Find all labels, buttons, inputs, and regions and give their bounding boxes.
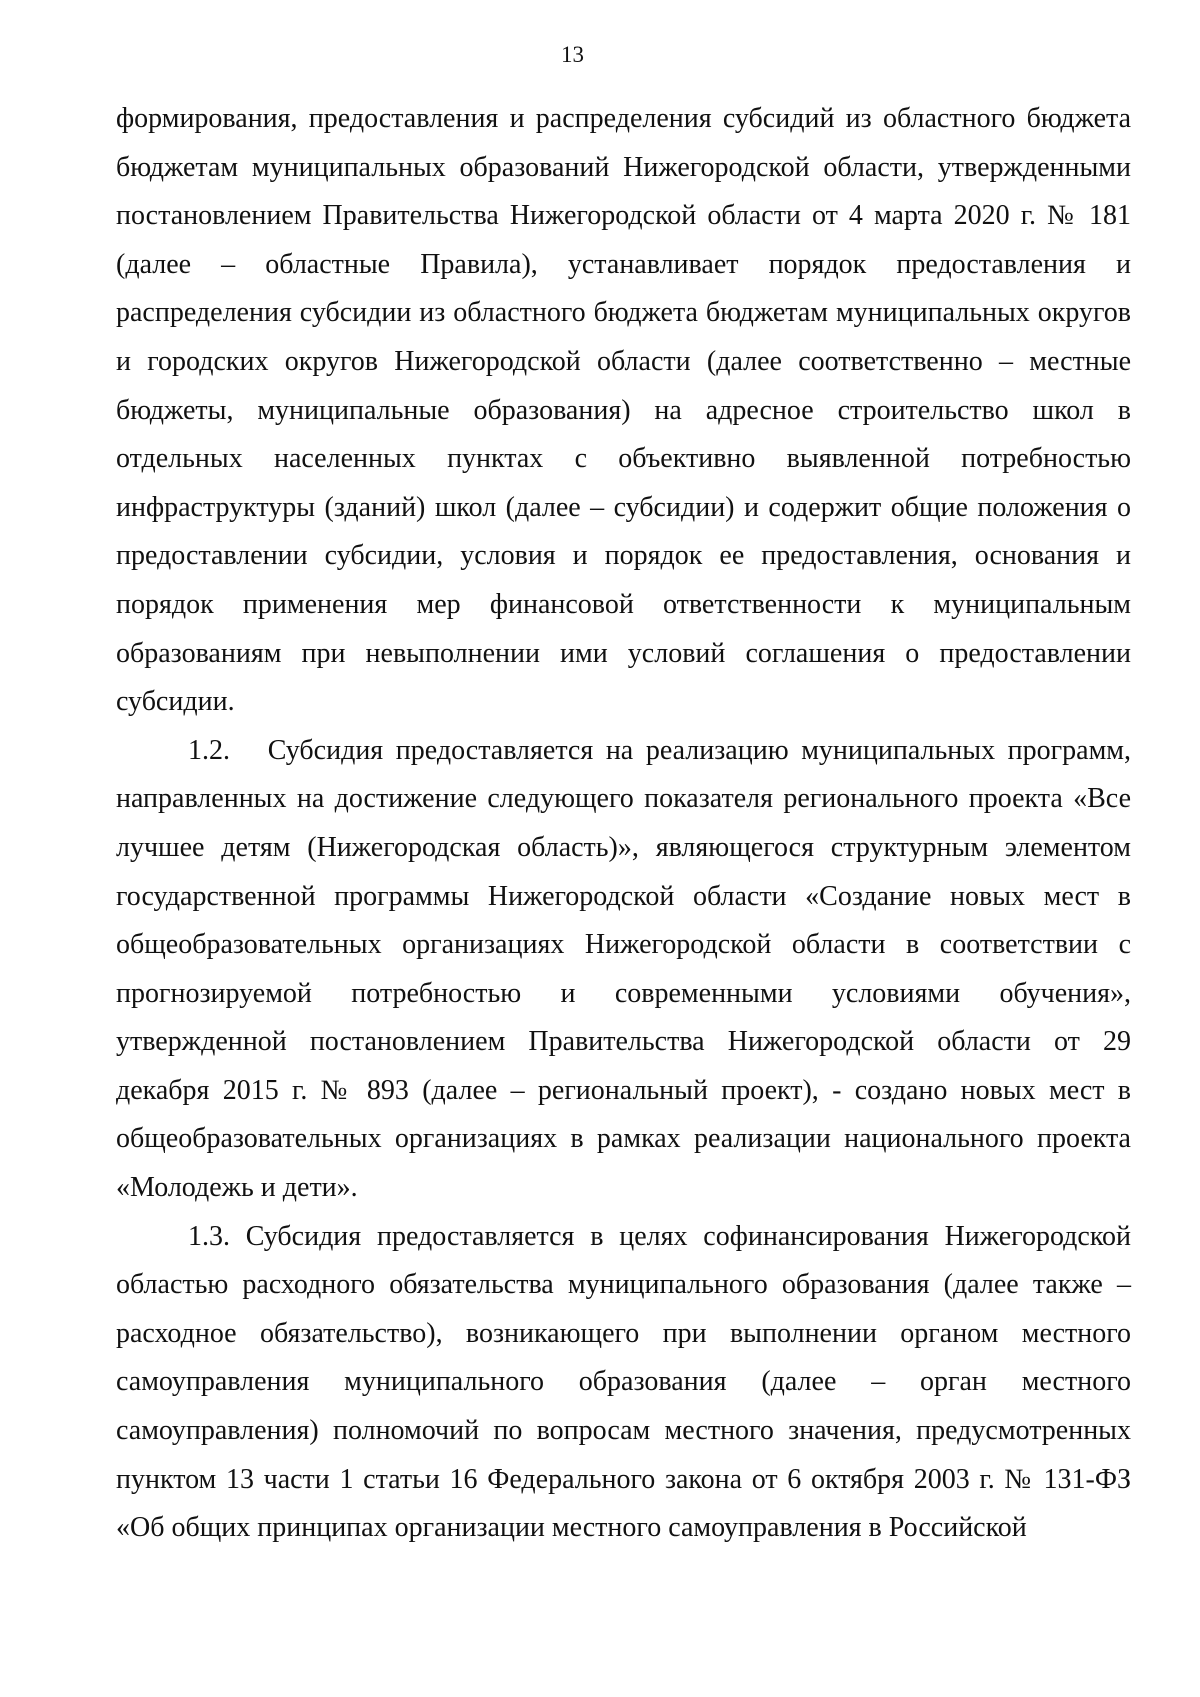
- paragraph-1-3: 1.3. Субсидия предоставляется в целях софинансирования Нижегородской областью расходного обязательства муниципального образования (далее также – расходное обязательство), возникающего при выполнении органом местного самоуправления муниципального образования (далее – орган местного самоуправления) полномочий по вопросам местного значения, предусмотренных пунктом 13 части 1 статьи 16 Федерального закона от 6 октября 2003 г. № 131-ФЗ «Об общих принципах организации местного самоуправления в Российской: [116, 1220, 1131, 1544]
- paragraph-continuation: формирования, предоставления и распределения субсидий из областного бюджета бюджетам муниципальных образований Нижегородской области, утвержденными постановлением Правительства Нижегородской области от 4 марта 2020 г. № 181 (далее – областные Правила), устанавливает порядок предоставления и распределения субсидии из областного бюджета бюджетам муниципальных округов и городских округов Нижегородской области (далее соответственно – местные бюджеты, муниципальные образования) на адресное строительство школ в отдельных населенных пунктах с объективно выявленной потребностью инфраструктуры (зданий) школ (далее – субсидии) и содержит общие положения о предоставлении субсидии, условия и порядок ее предоставления, основания и порядок применения мер финансовой ответственности к муниципальным образованиям при невыполнении ими условий соглашения о предоставлении субсидии.: [116, 103, 1131, 718]
- page-number: 13: [561, 42, 584, 67]
- paragraph-1-2: 1.2. Субсидия предоставляется на реализацию муниципальных программ, направленных на достижение следующего показателя регионального проекта «Все лучшее детям (Нижегородская область)», являющегося структурным элементом государственной программы Нижегородской области «Создание новых мест в общеобразовательных организациях Нижегородской области в соответствии с прогнозируемой потребностью и современными условиями обучения», утвержденной постановлением Правительства Нижегородской области от 29 декабря 2015 г. № 893 (далее – региональный проект), - создано новых мест в общеобразовательных организациях в рамках реализации национального проекта «Молодежь и дети».: [116, 734, 1131, 1204]
- document-body: [116, 95, 1131, 1553]
